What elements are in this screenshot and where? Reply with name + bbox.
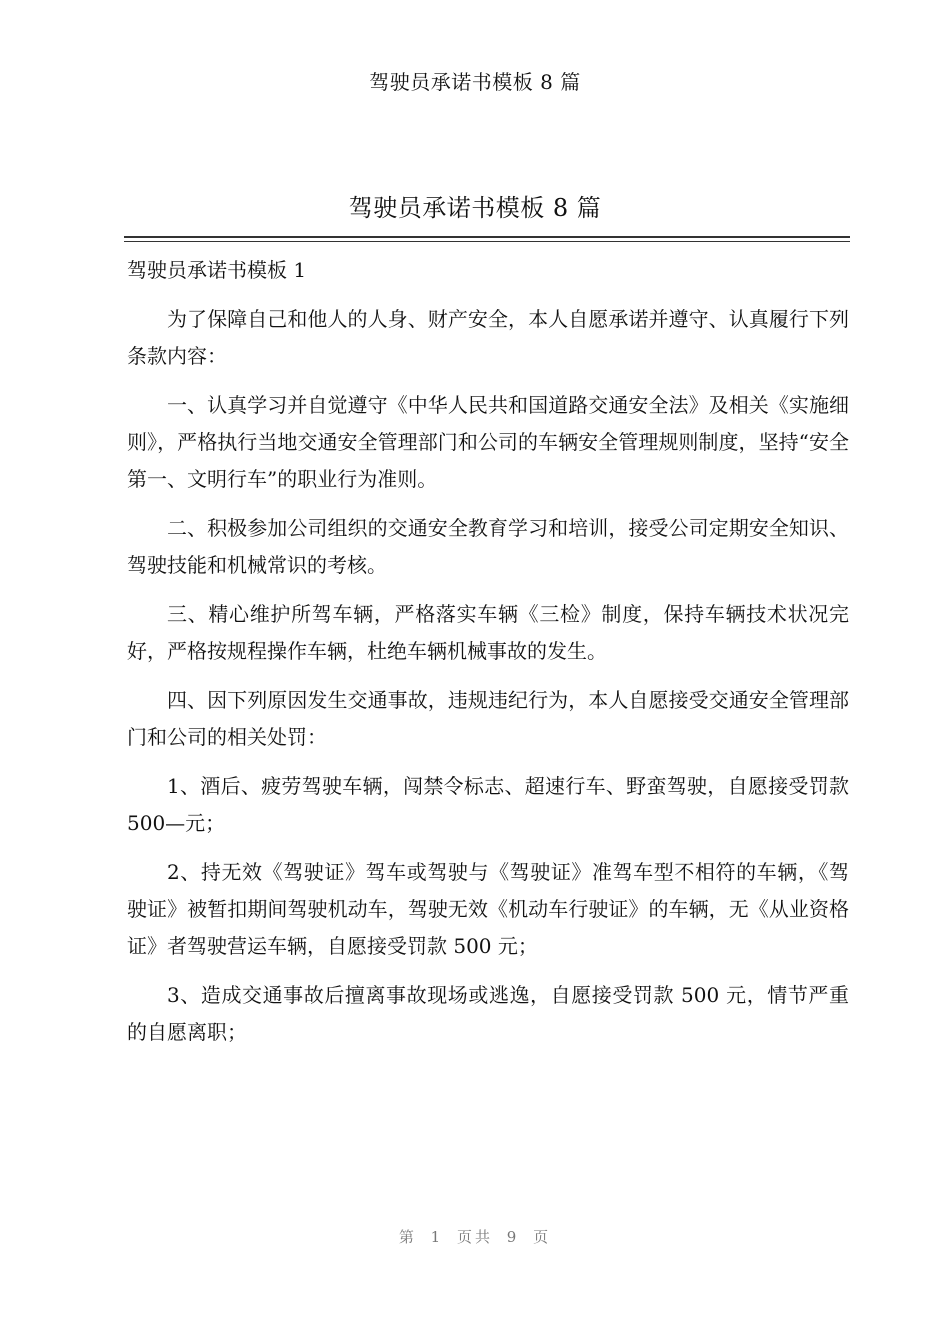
paragraph-item-3: 3、造成交通事故后擅离事故现场或逃逸，自愿接受罚款 500 元，情节严重的自愿离职； [127, 983, 849, 1044]
document-body [127, 252, 849, 1063]
page-footer: 第 1 页共 9 页 [398, 1228, 552, 1246]
paragraph-intro: 为了保障自己和他人的人身、财产安全，本人自愿承诺并遵守、认真履行下列条款内容： [127, 307, 849, 368]
paragraph-clause-3: 三、精心维护所驾车辆，严格落实车辆《三检》制度，保持车辆技术状况完好，严格按规程操作车辆，杜绝车辆机械事故的发生。 [127, 602, 849, 663]
title-underline [124, 236, 850, 242]
paragraph-item-1: 1、酒后、疲劳驾驶车辆，闯禁令标志、超速行车、野蛮驾驶，自愿接受罚款 500—元； [127, 774, 849, 835]
section-heading: 驾驶员承诺书模板 1 [127, 258, 307, 282]
document-title: 驾驶员承诺书模板 8 篇 [348, 194, 602, 222]
paragraph-clause-4: 四、因下列原因发生交通事故，违规违纪行为，本人自愿接受交通安全管理部门和公司的相关处罚： [127, 688, 849, 749]
running-header: 驾驶员承诺书模板 8 篇 [369, 70, 581, 94]
paragraph-clause-1: 一、认真学习并自觉遵守《中华人民共和国道路交通安全法》及相关《实施细则》，严格执行当地交通安全管理部门和公司的车辆安全管理规则制度，坚持“安全第一、文明行车”的职业行为准则。 [127, 393, 849, 491]
paragraph-clause-2: 二、积极参加公司组织的交通安全教育学习和培训，接受公司定期安全知识、驾驶技能和机械常识的考核。 [127, 516, 849, 577]
paragraph-item-2: 2、持无效《驾驶证》驾车或驾驶与《驾驶证》准驾车型不相符的车辆，《驾驶证》被暂扣期间驾驶机动车，驾驶无效《机动车行驶证》的车辆，无《从业资格证》者驾驶营运车辆，自愿接受罚款 500 元； [127, 860, 849, 958]
